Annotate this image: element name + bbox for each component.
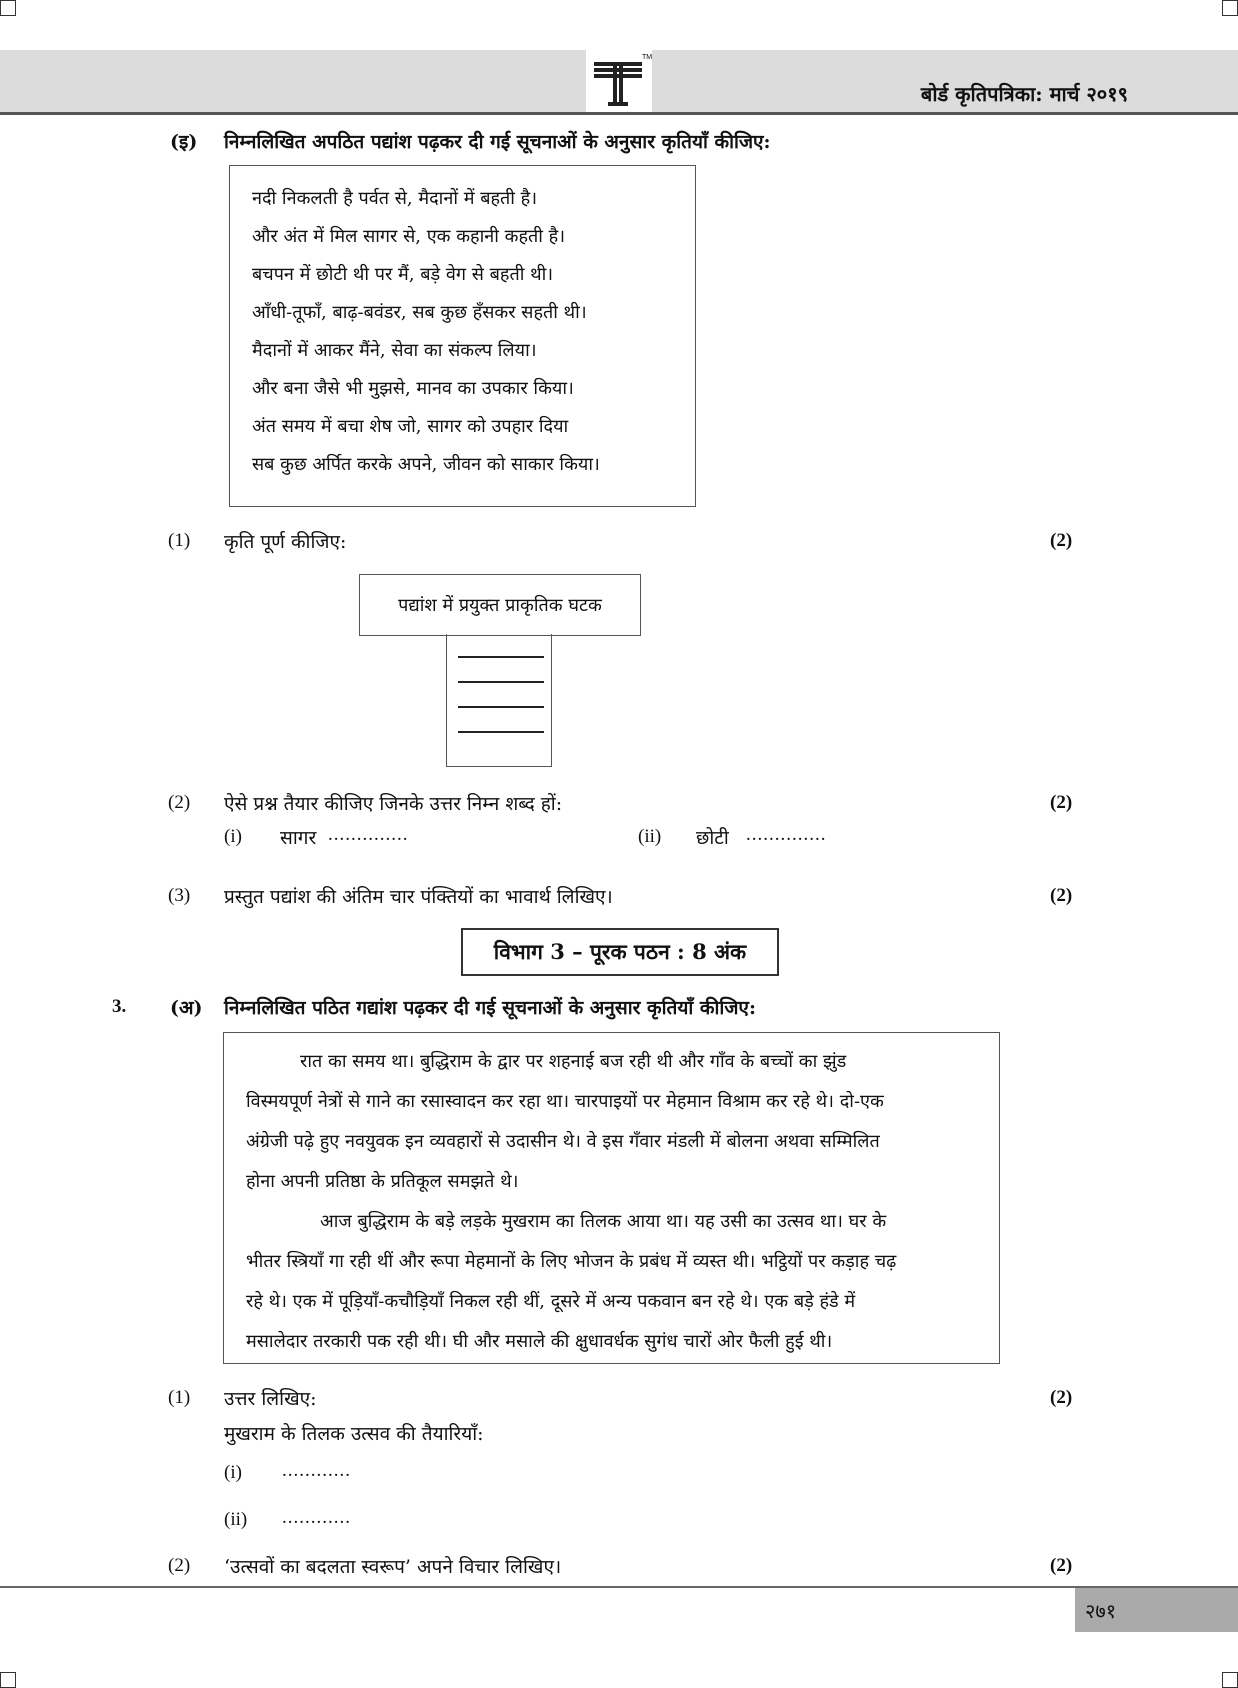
answer-dots: ............	[282, 1507, 351, 1528]
poem-line: मैदानों में आकर मैंने, सेवा का संकल्प लिया।	[252, 340, 537, 361]
section-label: (इ)	[170, 131, 198, 153]
prose-line: अंग्रेजी पढ़े हुए नवयुवक इन व्यवहारों से उदासीन थे। वे इस गँवार मंडली में बोलना अथवा सम्मिलित	[246, 1131, 880, 1152]
prose-line: रात का समय था। बुद्धिराम के द्वार पर शहनाई बज रही थी और गाँव के बच्चों का झुंड	[300, 1051, 847, 1072]
prose-line: मसालेदार तरकारी पक रही थी। घी और मसाले की क्षुधावर्धक सुगंध चारों ओर फैली हुई थी।	[246, 1331, 833, 1352]
poem-line: सब कुछ अर्पित करके अपने, जीवन को साकार किया।	[252, 454, 600, 475]
question-text: प्रस्तुत पद्यांश की अंतिम चार पंक्तियों का भावार्थ लिखिए।	[224, 886, 613, 908]
question-subtext: मुखराम के तिलक उत्सव की तैयारियाँ:	[224, 1423, 484, 1445]
crop-mark	[0, 0, 16, 16]
prose-line: आज बुद्धिराम के बड़े लड़के मुखराम का तिलक आया था। यह उसी का उत्सव था। घर के	[320, 1211, 887, 1232]
question-number: (1)	[168, 530, 191, 551]
prose-line: विस्मयपूर्ण नेत्रों से गाने का रसास्वादन कर रहा था। चारपाइयों पर मेहमान विश्राम कर रहे थे। दो-एक	[246, 1091, 884, 1112]
question-number: (3)	[168, 885, 191, 906]
prose-box	[223, 1032, 1000, 1364]
answer-dots: ..............	[746, 824, 827, 845]
page-header-title: बोर्ड कृतिपत्रिका: मार्च २०१९	[920, 82, 1128, 106]
question-number: (2)	[168, 792, 191, 813]
page-number	[1075, 1588, 1238, 1632]
marks: (2)	[1050, 1387, 1073, 1408]
poem-line: और अंत में मिल सागर से, एक कहानी कहती है।	[252, 226, 566, 247]
poem-line: अंत समय में बचा शेष जो, सागर को उपहार दिया	[252, 416, 569, 437]
poem-line: आँधी-तूफाँ, बाढ़-बवंडर, सब कुछ हँसकर सहती थी।	[252, 302, 587, 323]
answer-dots: ..............	[328, 824, 409, 845]
section-instruction: निम्नलिखित अपठित पद्यांश पढ़कर दी गई सूचनाओं के अनुसार कृतियाँ कीजिए:	[224, 131, 771, 153]
question-text: ‘उत्सवों का बदलता स्वरूप’ अपने विचार लिखिए।	[224, 1556, 562, 1578]
section-label: (अ)	[170, 997, 203, 1019]
question-text: कृति पूर्ण कीजिए:	[224, 531, 347, 553]
answer-blank	[458, 681, 544, 683]
marks: (2)	[1050, 1555, 1073, 1576]
crop-mark	[0, 1672, 16, 1688]
option-word: छोटी	[696, 827, 729, 849]
option-number: (ii)	[638, 826, 662, 847]
header-rule	[0, 112, 1238, 115]
question-main-number: 3.	[112, 996, 127, 1017]
option-number: (i)	[224, 826, 242, 847]
option-number: (ii)	[224, 1509, 248, 1530]
answer-dots: ............	[282, 1460, 351, 1481]
crop-mark	[1222, 1672, 1238, 1688]
answer-blank	[458, 706, 544, 708]
poem-line: नदी निकलती है पर्वत से, मैदानों में बहती है।	[252, 188, 538, 209]
poem-line: बचपन में छोटी थी पर मैं, बड़े वेग से बहती थी।	[252, 264, 554, 285]
activity-box-stem	[446, 634, 552, 767]
question-text: उत्तर लिखिए:	[224, 1388, 317, 1410]
question-number: (2)	[168, 1555, 191, 1576]
option-number: (i)	[224, 1462, 242, 1483]
option-word: सागर	[280, 827, 317, 849]
poem-line: और बना जैसे भी मुझसे, मानव का उपकार किया।	[252, 378, 574, 399]
section-instruction: निम्नलिखित पठित गद्यांश पढ़कर दी गई सूचनाओं के अनुसार कृतियाँ कीजिए:	[224, 997, 756, 1019]
answer-blank	[458, 731, 544, 733]
publisher-logo	[586, 50, 652, 112]
section-heading: विभाग 3 – पूरक पठन : 8 अंक	[461, 928, 779, 976]
marks: (2)	[1050, 885, 1073, 906]
question-text: ऐसे प्रश्न तैयार कीजिए जिनके उत्तर निम्न शब्द हों:	[224, 793, 563, 815]
marks: (2)	[1050, 792, 1073, 813]
trademark-mark: TM	[642, 54, 653, 61]
prose-line: भीतर स्त्रियाँ गा रही थीं और रूपा मेहमानों के लिए भोजन के प्रबंध में व्यस्त थी। भट्ठियों पर कड़ाह चढ़	[246, 1251, 897, 1272]
answer-blank	[458, 656, 544, 658]
prose-line: होना अपनी प्रतिष्ठा के प्रतिकूल समझते थे।	[246, 1171, 519, 1192]
activity-box-title: पद्यांश में प्रयुक्त प्राकृतिक घटक	[359, 574, 641, 636]
marks: (2)	[1050, 530, 1073, 551]
question-number: (1)	[168, 1387, 191, 1408]
page-number-text: २७१	[1085, 1598, 1117, 1623]
footer-rule	[0, 1586, 1238, 1588]
poem-box	[229, 165, 696, 507]
prose-line: रहे थे। एक में पूड़ियाँ-कचौड़ियाँ निकल रही थीं, दूसरे में अन्य पकवान बन रहे थे। एक बड़े हंडे में	[246, 1291, 856, 1312]
crop-mark	[1222, 0, 1238, 16]
